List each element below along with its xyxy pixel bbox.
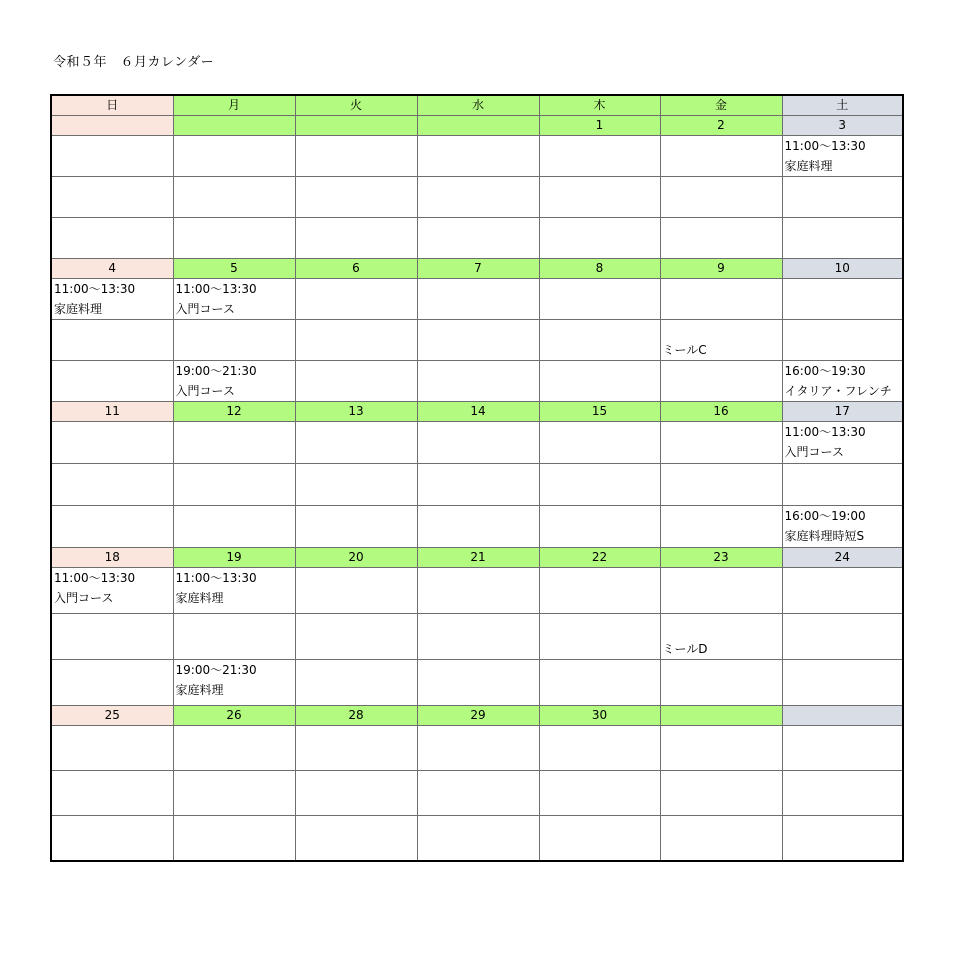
date-cell-mon [173, 116, 295, 136]
slot-content [663, 660, 782, 705]
slot-row [51, 816, 903, 862]
slot-cell-tue [295, 660, 417, 706]
slot-cell-fri [660, 361, 782, 402]
slot-cell-tue [295, 816, 417, 862]
weekday-sun: 日 [51, 95, 173, 116]
date-cell-sun: 4 [51, 259, 173, 279]
date-cell-tue: 20 [295, 548, 417, 568]
date-cell-sat: 24 [782, 548, 903, 568]
slot-cell-tue [295, 177, 417, 218]
slot-cell-thu [539, 361, 660, 402]
slot-content [542, 614, 660, 659]
slot-row [51, 614, 903, 660]
event-name: 入門コース [784, 445, 844, 459]
slot-cell-tue [295, 279, 417, 320]
slot-cell-mon [173, 816, 295, 862]
slot-content [54, 568, 173, 613]
slot-cell-sun [51, 177, 173, 218]
weekday-mon: 月 [173, 95, 295, 116]
slot-content [785, 568, 903, 613]
slot-cell-sun [51, 660, 173, 706]
date-cell-thu: 1 [539, 116, 660, 136]
slot-content [542, 361, 660, 401]
slot-cell-tue [295, 506, 417, 548]
slot-cell-tue [295, 361, 417, 402]
date-cell-thu: 8 [539, 259, 660, 279]
slot-content [785, 771, 903, 815]
date-cell-wed: 29 [417, 706, 539, 726]
slot-content [298, 506, 417, 547]
slot-content [176, 177, 295, 217]
date-cell-tue [295, 116, 417, 136]
event-time: 11:00〜13:30 [784, 139, 866, 153]
slot-content [420, 279, 539, 319]
slot-cell-sat [782, 660, 903, 706]
slot-row [51, 361, 903, 402]
slot-cell-sat [782, 320, 903, 361]
slot-cell-sat [782, 726, 903, 771]
slot-content [420, 361, 539, 401]
slot-content [176, 218, 295, 258]
slot-content [298, 726, 417, 770]
slot-cell-thu [539, 136, 660, 177]
slot-cell-mon [173, 506, 295, 548]
slot-cell-sun [51, 506, 173, 548]
slot-content [420, 320, 539, 360]
slot-row [51, 422, 903, 464]
slot-content [298, 614, 417, 659]
slot-row [51, 660, 903, 706]
slot-row [51, 320, 903, 361]
slot-cell-thu [539, 422, 660, 464]
slot-row [51, 136, 903, 177]
slot-content [54, 726, 173, 770]
event-name: ミールD [662, 642, 708, 656]
slot-cell-tue [295, 568, 417, 614]
weekday-sat: 土 [782, 95, 903, 116]
slot-content [785, 506, 903, 547]
slot-content [542, 279, 660, 319]
slot-cell-mon [173, 320, 295, 361]
date-cell-fri: 9 [660, 259, 782, 279]
slot-cell-wed [417, 726, 539, 771]
slot-content [298, 771, 417, 815]
slot-cell-mon [173, 177, 295, 218]
date-cell-thu: 15 [539, 402, 660, 422]
slot-content [176, 279, 295, 319]
slot-content [298, 660, 417, 705]
event-name: 入門コース [175, 384, 235, 398]
slot-content [54, 136, 173, 176]
event-name: 家庭料理時短S [784, 529, 865, 543]
slot-cell-mon [173, 464, 295, 506]
event-name: 入門コース [175, 302, 235, 316]
slot-cell-tue [295, 320, 417, 361]
slot-content [663, 177, 782, 217]
slot-content [54, 361, 173, 401]
slot-content [420, 614, 539, 659]
event-time: 11:00〜13:30 [175, 571, 257, 585]
date-cell-wed: 21 [417, 548, 539, 568]
slot-content [420, 422, 539, 463]
slot-cell-sat [782, 568, 903, 614]
date-cell-sat: 17 [782, 402, 903, 422]
slot-content [663, 136, 782, 176]
slot-cell-sat [782, 816, 903, 862]
slot-content [298, 177, 417, 217]
weekday-wed: 水 [417, 95, 539, 116]
slot-content [663, 614, 782, 659]
slot-cell-wed [417, 320, 539, 361]
date-cell-mon: 19 [173, 548, 295, 568]
slot-cell-thu [539, 218, 660, 259]
slot-content [176, 614, 295, 659]
slot-content [54, 816, 173, 860]
slot-cell-sat [782, 464, 903, 506]
page-title: 令和５年 ６月カレンダー [53, 55, 215, 70]
slot-row [51, 218, 903, 259]
slot-cell-thu [539, 726, 660, 771]
date-cell-sat: 10 [782, 259, 903, 279]
slot-content [420, 816, 539, 860]
event-time: 19:00〜21:30 [175, 364, 257, 378]
date-cell-thu: 30 [539, 706, 660, 726]
slot-content [542, 218, 660, 258]
slot-content [542, 660, 660, 705]
slot-cell-tue [295, 726, 417, 771]
slot-cell-fri [660, 726, 782, 771]
slot-cell-fri [660, 464, 782, 506]
slot-content [785, 726, 903, 770]
calendar-table [50, 94, 904, 862]
date-cell-thu: 22 [539, 548, 660, 568]
slot-content [298, 320, 417, 360]
date-cell-sun: 11 [51, 402, 173, 422]
slot-content [54, 279, 173, 319]
date-cell-mon: 5 [173, 259, 295, 279]
slot-content [298, 136, 417, 176]
calendar-body [51, 95, 903, 861]
slot-cell-sat [782, 177, 903, 218]
slot-content [663, 726, 782, 770]
event-name: 入門コース [54, 591, 114, 605]
slot-cell-sun [51, 279, 173, 320]
slot-cell-tue [295, 464, 417, 506]
slot-content [420, 771, 539, 815]
slot-row [51, 464, 903, 506]
slot-cell-sat [782, 506, 903, 548]
slot-cell-thu [539, 816, 660, 862]
slot-cell-wed [417, 816, 539, 862]
event-time: 11:00〜13:30 [175, 282, 257, 296]
slot-content [298, 816, 417, 860]
slot-content [663, 218, 782, 258]
weekday-thu: 木 [539, 95, 660, 116]
slot-cell-tue [295, 136, 417, 177]
event-time: 11:00〜13:30 [54, 282, 136, 296]
slot-row [51, 568, 903, 614]
slot-content [785, 614, 903, 659]
slot-content [542, 136, 660, 176]
date-cell-tue: 13 [295, 402, 417, 422]
slot-cell-sat [782, 614, 903, 660]
slot-cell-mon [173, 136, 295, 177]
slot-row [51, 506, 903, 548]
slot-cell-sat [782, 422, 903, 464]
slot-cell-mon [173, 726, 295, 771]
slot-cell-sun [51, 816, 173, 862]
slot-cell-tue [295, 422, 417, 464]
date-cell-mon: 12 [173, 402, 295, 422]
slot-content [176, 660, 295, 705]
slot-cell-sun [51, 218, 173, 259]
slot-cell-wed [417, 136, 539, 177]
date-cell-sun [51, 116, 173, 136]
slot-cell-mon [173, 218, 295, 259]
slot-cell-mon [173, 422, 295, 464]
slot-cell-thu [539, 464, 660, 506]
slot-cell-tue [295, 218, 417, 259]
slot-content [542, 177, 660, 217]
slot-cell-fri [660, 816, 782, 862]
event-name: 家庭料理 [784, 159, 833, 173]
slot-cell-sun [51, 422, 173, 464]
slot-content [298, 218, 417, 258]
slot-content [176, 816, 295, 860]
slot-cell-sun [51, 320, 173, 361]
slot-content [663, 771, 782, 815]
slot-cell-fri [660, 506, 782, 548]
slot-cell-wed [417, 177, 539, 218]
slot-cell-sun [51, 136, 173, 177]
slot-cell-wed [417, 771, 539, 816]
slot-content [785, 136, 903, 176]
slot-content [54, 422, 173, 463]
slot-cell-thu [539, 614, 660, 660]
slot-content [54, 464, 173, 505]
slot-content [298, 361, 417, 401]
slot-content [298, 422, 417, 463]
event-time: 11:00〜13:30 [784, 425, 866, 439]
slot-content [420, 660, 539, 705]
slot-cell-wed [417, 464, 539, 506]
slot-content [176, 361, 295, 401]
event-name: 家庭料理 [54, 302, 103, 316]
slot-content [176, 771, 295, 815]
slot-content [785, 464, 903, 505]
slot-content [785, 816, 903, 860]
slot-cell-wed [417, 361, 539, 402]
slot-content [176, 464, 295, 505]
date-cell-mon: 26 [173, 706, 295, 726]
slot-content [663, 320, 782, 360]
slot-cell-fri [660, 279, 782, 320]
slot-content [420, 464, 539, 505]
slot-cell-sun [51, 614, 173, 660]
slot-content [54, 320, 173, 360]
date-cell-fri: 23 [660, 548, 782, 568]
slot-cell-fri [660, 218, 782, 259]
slot-content [663, 361, 782, 401]
slot-content [176, 422, 295, 463]
date-cell-wed: 14 [417, 402, 539, 422]
date-row [51, 116, 903, 136]
date-row [51, 706, 903, 726]
slot-cell-sat [782, 361, 903, 402]
date-cell-fri: 2 [660, 116, 782, 136]
slot-content [176, 506, 295, 547]
event-time: 19:00〜21:30 [175, 663, 257, 677]
slot-cell-sat [782, 136, 903, 177]
slot-cell-fri [660, 136, 782, 177]
slot-cell-wed [417, 660, 539, 706]
slot-content [542, 568, 660, 613]
slot-content [785, 320, 903, 360]
date-cell-tue: 6 [295, 259, 417, 279]
slot-cell-thu [539, 506, 660, 548]
date-cell-sat: 3 [782, 116, 903, 136]
slot-cell-fri [660, 177, 782, 218]
date-cell-fri: 16 [660, 402, 782, 422]
date-cell-wed: 7 [417, 259, 539, 279]
slot-content [663, 816, 782, 860]
slot-cell-tue [295, 771, 417, 816]
date-cell-sun: 25 [51, 706, 173, 726]
slot-cell-sat [782, 771, 903, 816]
slot-cell-mon [173, 771, 295, 816]
slot-content [542, 464, 660, 505]
slot-cell-fri [660, 660, 782, 706]
event-name: 家庭料理 [175, 683, 224, 697]
date-row [51, 402, 903, 422]
slot-content [420, 568, 539, 613]
slot-cell-fri [660, 771, 782, 816]
slot-row [51, 771, 903, 816]
slot-content [176, 320, 295, 360]
slot-content [420, 506, 539, 547]
slot-content [298, 279, 417, 319]
slot-content [420, 136, 539, 176]
slot-cell-fri [660, 614, 782, 660]
slot-cell-mon [173, 361, 295, 402]
slot-content [54, 218, 173, 258]
slot-cell-wed [417, 279, 539, 320]
date-row [51, 548, 903, 568]
date-row [51, 259, 903, 279]
slot-cell-wed [417, 218, 539, 259]
date-cell-fri [660, 706, 782, 726]
slot-content [542, 726, 660, 770]
slot-cell-thu [539, 279, 660, 320]
date-cell-wed [417, 116, 539, 136]
slot-content [54, 614, 173, 659]
slot-content [785, 218, 903, 258]
weekday-tue: 火 [295, 95, 417, 116]
slot-content [298, 568, 417, 613]
date-cell-sun: 18 [51, 548, 173, 568]
weekday-fri: 金 [660, 95, 782, 116]
event-time: 16:00〜19:30 [784, 364, 866, 378]
slot-cell-fri [660, 422, 782, 464]
date-cell-tue: 28 [295, 706, 417, 726]
weekday-header-row [51, 95, 903, 116]
event-name: ミールC [662, 343, 707, 357]
slot-content [176, 726, 295, 770]
slot-content [542, 506, 660, 547]
slot-row [51, 279, 903, 320]
slot-content [785, 177, 903, 217]
slot-cell-sun [51, 568, 173, 614]
slot-content [420, 726, 539, 770]
slot-content [785, 361, 903, 401]
event-time: 16:00〜19:00 [784, 509, 866, 523]
event-name: 家庭料理 [175, 591, 224, 605]
slot-cell-thu [539, 771, 660, 816]
slot-cell-mon [173, 660, 295, 706]
slot-cell-mon [173, 614, 295, 660]
slot-cell-tue [295, 614, 417, 660]
slot-cell-thu [539, 660, 660, 706]
slot-cell-mon [173, 279, 295, 320]
slot-content [420, 177, 539, 217]
slot-cell-fri [660, 568, 782, 614]
slot-content [54, 771, 173, 815]
slot-content [663, 506, 782, 547]
slot-content [663, 279, 782, 319]
slot-cell-fri [660, 320, 782, 361]
slot-content [54, 506, 173, 547]
slot-cell-sun [51, 464, 173, 506]
slot-cell-wed [417, 422, 539, 464]
slot-row [51, 177, 903, 218]
slot-content [542, 816, 660, 860]
slot-content [298, 464, 417, 505]
slot-content [542, 771, 660, 815]
slot-cell-mon [173, 568, 295, 614]
slot-content [785, 279, 903, 319]
event-time: 11:00〜13:30 [54, 571, 136, 585]
slot-cell-wed [417, 614, 539, 660]
slot-content [785, 422, 903, 463]
slot-content [176, 136, 295, 176]
slot-cell-thu [539, 177, 660, 218]
slot-row [51, 726, 903, 771]
slot-content [542, 320, 660, 360]
slot-cell-sun [51, 361, 173, 402]
slot-content [785, 660, 903, 705]
slot-content [542, 422, 660, 463]
slot-content [54, 177, 173, 217]
slot-cell-wed [417, 568, 539, 614]
slot-cell-thu [539, 320, 660, 361]
slot-cell-thu [539, 568, 660, 614]
slot-cell-sun [51, 771, 173, 816]
slot-cell-sat [782, 279, 903, 320]
slot-content [176, 568, 295, 613]
slot-content [54, 660, 173, 705]
date-cell-sat [782, 706, 903, 726]
slot-content [663, 464, 782, 505]
slot-content [420, 218, 539, 258]
slot-content [663, 422, 782, 463]
event-name: イタリア・フレンチ [784, 384, 892, 398]
slot-cell-sun [51, 726, 173, 771]
slot-cell-wed [417, 506, 539, 548]
slot-cell-sat [782, 218, 903, 259]
slot-content [663, 568, 782, 613]
